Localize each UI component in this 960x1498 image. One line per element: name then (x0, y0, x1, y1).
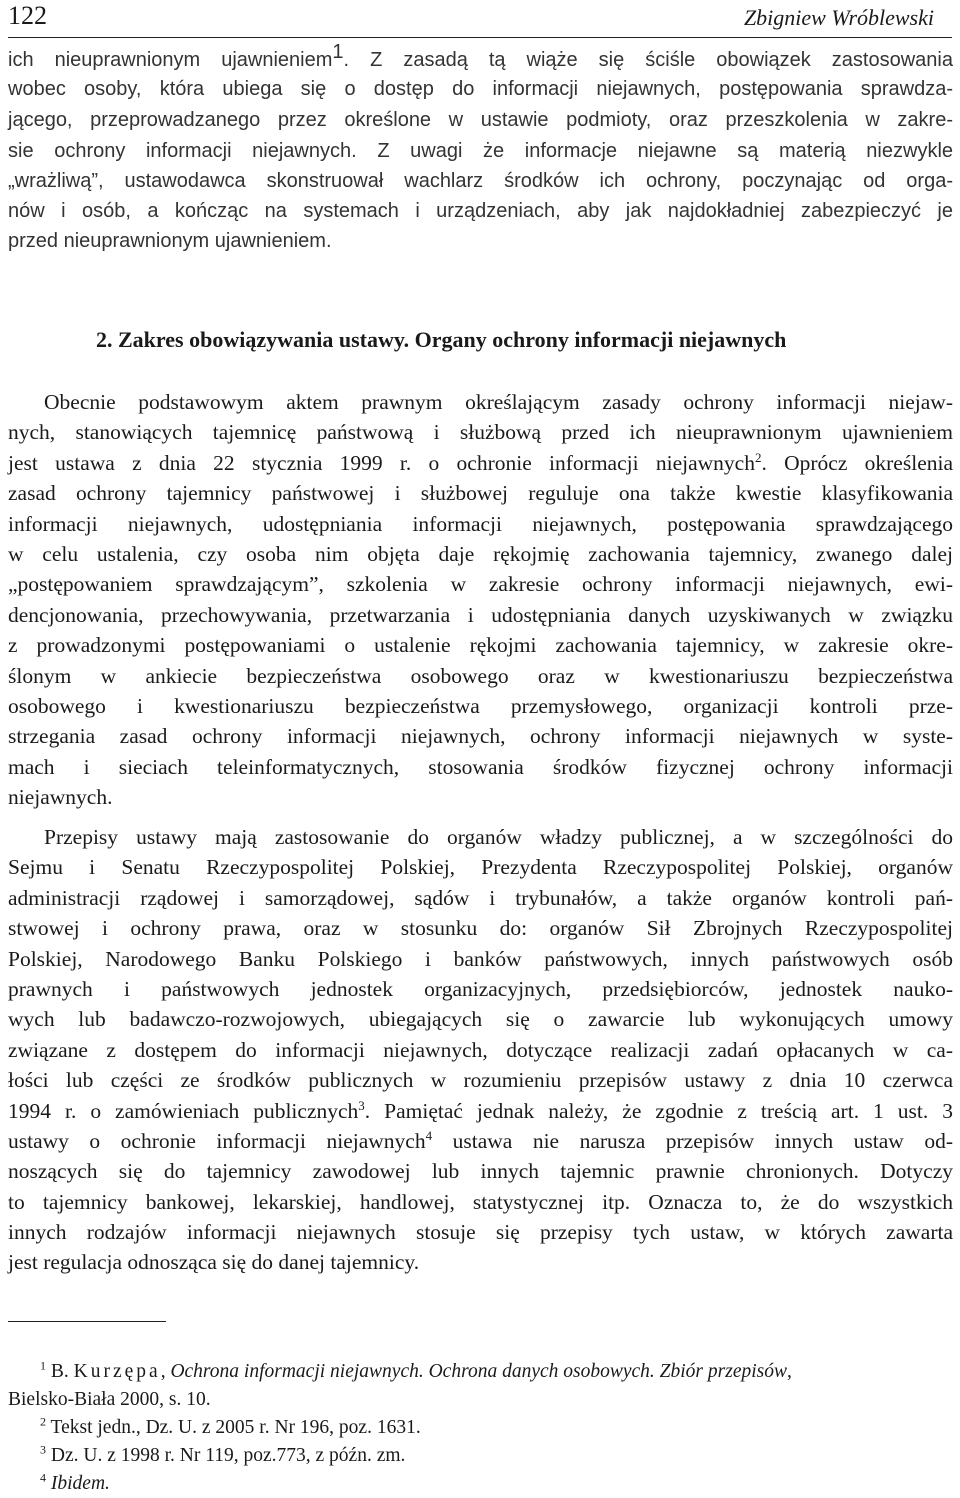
text-run: jest ustawa z dnia 22 stycznia 1999 r. o ochronie informacji niejawnych (8, 450, 755, 475)
text-run: . Z zasadą tą wiąże się ściśle obowiązek zastosowania (343, 49, 953, 71)
footnote-ref-1[interactable]: 1 (332, 40, 344, 63)
text-line: Polskiej, Narodowego Banku Polskiego i banków państwowych, innych państwowych osób (8, 946, 953, 971)
text-line (8, 135, 953, 165)
text-line (8, 1126, 953, 1156)
text-run: ustawy o ochronie informacji niejawnych (8, 1128, 426, 1153)
paragraph-1 (8, 40, 954, 257)
footnote-author: Kurzępa (73, 1361, 161, 1382)
page-number: 122 (8, 1, 47, 30)
text-line: związane z dostępem do informacji niejawnych, dotyczące realizacji zadań opłacanych w ca- (8, 1037, 953, 1062)
text-line: administracji rządowej i samorządowej, sądów i trybunałów, a także organów kontroli pań- (8, 885, 953, 910)
section-heading: 2. Zakres obowiązywania ustawy. Organy ochrony informacji niejawnych (96, 327, 787, 352)
footnote-separator (8, 1321, 166, 1322)
text-line: wobec osoby, która ubiega się o dostęp do informacji niejawnych, postępowania sprawdza- (8, 78, 953, 101)
text-run: sie ochrony informacji niejawnych. (8, 140, 357, 163)
text-line: „wrażliwą”, ustawodawca skonstruował wachlarz środków ich ochrony, poczynając od orga- (8, 169, 953, 192)
text-line: ślonym w ankiecie bezpieczeństwa osobowego oraz w kwestionariuszu bezpieczeństwa (8, 663, 953, 688)
text-line: prawnych i państwowych jednostek organizacyjnych, przedsiębiorców, jednostek nauko- (8, 976, 953, 1001)
text-line: z prowadzonymi postępowaniami o ustalenie rękojmi zachowania tajemnicy, w zakresie okre- (8, 633, 953, 658)
text-line: niejawnych. (8, 785, 113, 810)
paragraph-2 (8, 387, 953, 812)
footnote-number: 1 (40, 1358, 46, 1373)
text-run: ustawa nie narusza przepisów innych ustaw od- (432, 1128, 954, 1153)
text-line: stwowej i ochrony prawa, oraz w stosunku do: organów Sił Zbrojnych Rzeczypospolitej (8, 916, 953, 941)
text-line: noszących się do tajemnicy zawodowej lub innych tajemnic prawnie chronionych. Dotyczy (8, 1159, 953, 1184)
header-rule (8, 37, 952, 38)
text-run: . Pamiętać jednak należy, że zgodnie z treścią art. 1 ust. 3 (364, 1098, 953, 1123)
paragraph-3 (8, 822, 953, 1278)
footnote-author-initial: B. (50, 1361, 74, 1382)
text-line: przed nieuprawnionym ujawnieniem. (8, 230, 332, 253)
text-line (8, 1096, 953, 1126)
footnote-ref-4[interactable]: 4 (425, 1127, 433, 1143)
footnote-number: 4 (40, 1470, 46, 1485)
text-line: wych lub badawczo-rozwojowych, ubiegających się o zawarcie lub wykonujących umowy (8, 1007, 953, 1032)
text-line: innych rodzajów informacji niejawnych stosuje się przepisy tych ustaw, w których zawarta (8, 1220, 953, 1245)
footnote-number: 3 (40, 1442, 46, 1457)
text-run: Z uwagi że informacje niejawne są materią niezwykle (356, 140, 954, 163)
footnote-1-continuation: Bielsko-Biała 2000, s. 10. (8, 1389, 211, 1410)
running-head: Zbigniew Wróblewski (743, 5, 934, 30)
text-line: dencjonowania, przechowywania, przetwarzania i udostępniania danych uzyskiwanych w związku (8, 602, 953, 627)
text-run: 1994 r. o zamówieniach publicznych (8, 1098, 359, 1123)
text-line: Sejmu i Senatu Rzeczypospolitej Polskiej, Prezydenta Rzeczypospolitej Polskiej, organów (8, 855, 953, 880)
text-run: . Oprócz określenia (761, 450, 954, 475)
footnote-ref-2[interactable]: 2 (754, 449, 762, 465)
page-header (0, 0, 960, 40)
footnote-title: Ochrona informacji niejawnych. Ochrona danych osobowych. Zbiór przepisów (170, 1361, 787, 1382)
text-run: ich nieuprawnionym ujawnieniem (8, 49, 333, 71)
footnotes (8, 1358, 953, 1498)
footnote-text: Ibidem. (50, 1473, 110, 1494)
footnote-separator-text: , (786, 1361, 792, 1382)
text-line: nych, stanowiących tajemnicę państwową i służbową przed ich nieuprawnionym ujawnieniem (8, 420, 953, 445)
text-line: to tajemnicy bankowej, lekarskiej, handlowej, statystycznej itp. Oznacza to, że do wszystkich (8, 1189, 953, 1214)
footnote-ref-3[interactable]: 3 (358, 1097, 365, 1113)
text-line: Przepisy ustawy mają zastosowanie do organów władzy publicznej, a w szczególności do (44, 825, 953, 849)
text-line: nów i osób, a kończąc na systemach i urządzeniach, aby jak najdokładniej zabezpieczyć je (8, 199, 953, 222)
text-line: „postępowaniem sprawdzającym”, szkolenia w zakresie ochrony informacji niejawnych, ewi- (8, 572, 953, 597)
text-line: zasad ochrony tajemnicy państwowej i służbowej reguluje ona także kwestie klasyfikowania (8, 481, 953, 506)
text-line: mach i sieciach teleinformatycznych, stosowania środków fizycznej ochrony informacji (8, 754, 953, 779)
text-line (8, 40, 953, 74)
footnote-number: 2 (40, 1414, 46, 1429)
footnote-1: $^1$ B. Kurzępa, Ochrona informacji niejawnych. Ochrona danych osobowych. Zbiór przepisów, (40, 1358, 792, 1382)
text-line: strzegania zasad ochrony informacji niejawnych, ochrony informacji niejawnych w syste- (8, 724, 953, 749)
footnote-text: Tekst jedn., Dz. U. z 2005 r. Nr 196, poz. 1631. (50, 1417, 421, 1438)
text-line: w celu ustalenia, czy osoba nim objęta daje rękojmię zachowania tajemnicy, zwanego dalej (8, 541, 953, 566)
footnote-text: Dz. U. z 1998 r. Nr 119, poz.773, z późn. zm. (50, 1445, 406, 1466)
text-line: Obecnie podstawowym aktem prawnym określającym zasady ochrony informacji niejaw- (44, 390, 953, 414)
text-line: informacji niejawnych, udostępniania informacji niejawnych, postępowania sprawdzającego (8, 511, 953, 536)
text-line (8, 448, 953, 478)
text-line: łości lub części ze środków publicznych w rozumieniu przepisów ustawy z dnia 10 czerwca (8, 1068, 953, 1093)
text-line: jest regulacja odnosząca się do danej tajemnicy. (8, 1250, 420, 1275)
text-line: jącego, przeprowadzanego przez określone w ustawie podmioty, oraz przeszkolenia w zakre- (8, 108, 953, 131)
text-line: osobowego i kwestionariuszu bezpieczeństwa przemysłowego, organizacji kontroli prze- (8, 693, 953, 718)
footnote-4 (8, 1470, 953, 1498)
footnote-3 (8, 1442, 953, 1470)
footnote-2 (8, 1414, 953, 1442)
